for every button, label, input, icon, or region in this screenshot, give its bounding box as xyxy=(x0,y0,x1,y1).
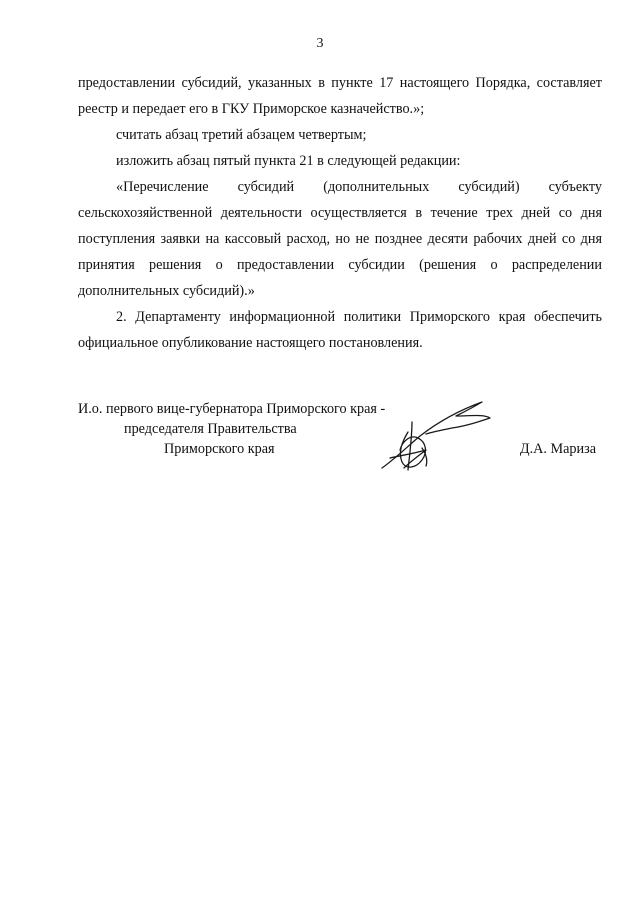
signatory-name: Д.А. Мариза xyxy=(519,441,596,457)
paragraph-amend-intro: изложить абзац пятый пункта 21 в следующей редакции: xyxy=(116,153,461,169)
paragraph-item-2: 2. Департаменту информационной политики Приморского края обеспечить официальное опубликование настоящего постановления. xyxy=(78,309,602,351)
paragraph-renumber: считать абзац третий абзацем четвертым; xyxy=(116,127,367,143)
signatory-title-line-2: председателя Правительства xyxy=(124,421,297,437)
handwritten-signature xyxy=(368,392,508,474)
document-body xyxy=(78,70,602,356)
signatory-title-line-1: И.о. первого вице-губернатора Приморского края - xyxy=(78,401,386,417)
paragraph-continuation: предоставлении субсидий, указанных в пункте 17 настоящего Порядка, составляет реестр и передает его в ГКУ Приморское казначейство.»; xyxy=(78,75,602,117)
signatory-title-line-3: Приморского края xyxy=(164,441,275,457)
paragraph-amend-text: «Перечисление субсидий (дополнительных субсидий) субъекту сельскохозяйственной деятельности осуществляется в течение трех дней со дня поступления заявки на кассовый расход, но не позднее десяти рабочих дней со дня принятия решения о предоставлении субсидии (решения о распределении дополнительных субсидий).» xyxy=(78,179,602,299)
signature-block xyxy=(78,399,602,459)
page-number: 3 xyxy=(316,36,324,51)
